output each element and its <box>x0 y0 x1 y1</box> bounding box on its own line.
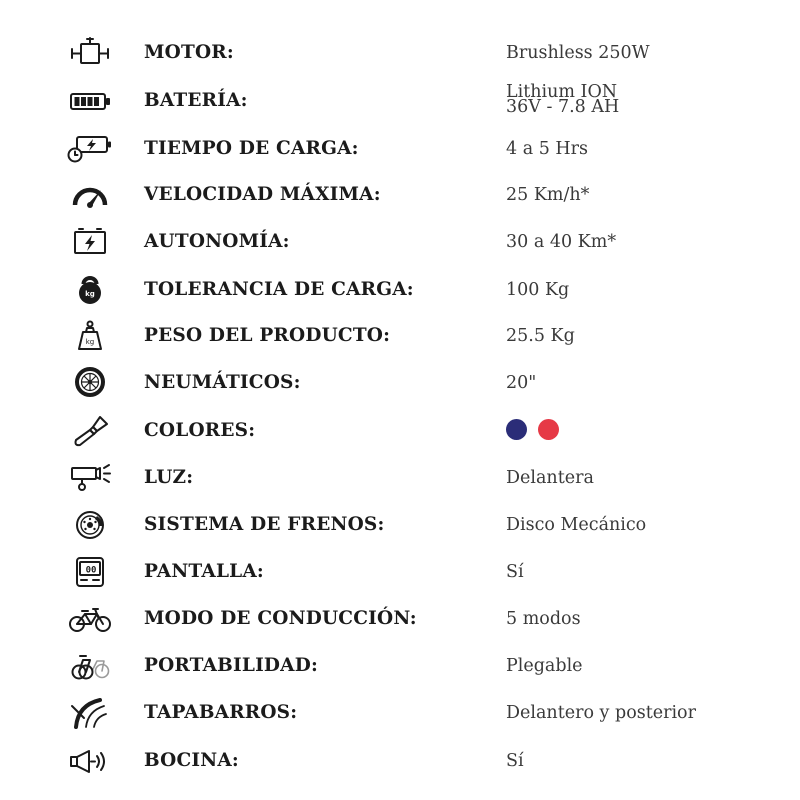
spec-value: Brushless 250W <box>506 43 650 63</box>
spec-value: 25.5 Kg <box>506 326 575 346</box>
spec-row-product-weight <box>0 316 800 356</box>
spec-row-light <box>0 458 800 498</box>
spec-row-horn <box>0 741 800 781</box>
spec-value: 30 a 40 Km* <box>506 232 617 252</box>
spec-label: AUTONOMÍA: <box>144 231 290 252</box>
spec-value <box>506 81 619 121</box>
spec-value: Delantero y posterior <box>506 703 696 723</box>
spec-value: Delantera <box>506 468 594 488</box>
spec-row-motor <box>0 33 800 73</box>
spec-row-max-speed <box>0 175 800 215</box>
spec-value: 100 Kg <box>506 280 570 300</box>
spec-value: 4 a 5 Hrs <box>506 139 588 159</box>
headlight-icon <box>66 462 114 494</box>
spec-value: 20" <box>506 373 537 393</box>
spec-label: PANTALLA: <box>144 561 264 582</box>
svg-text:kg: kg <box>85 338 95 346</box>
spec-label: TIEMPO DE CARGA: <box>144 138 359 159</box>
spec-label: VELOCIDAD MÁXIMA: <box>144 184 381 205</box>
display-icon <box>66 556 114 588</box>
spec-row-autonomy <box>0 222 800 262</box>
spec-label: PESO DEL PRODUCTO: <box>144 325 391 346</box>
charging-time-icon <box>66 133 114 165</box>
autonomy-battery-icon <box>66 226 114 258</box>
bicycle-icon <box>66 603 114 635</box>
spec-label: BATERÍA: <box>144 90 248 111</box>
spec-label: PORTABILIDAD: <box>144 655 319 676</box>
spec-row-charging-time <box>0 129 800 169</box>
spec-row-load-capacity <box>0 270 800 310</box>
spec-row-display <box>0 552 800 592</box>
paintbrush-icon <box>66 415 114 447</box>
spec-label: TAPABARROS: <box>144 702 298 723</box>
color-swatches <box>506 411 570 451</box>
disc-brake-icon <box>66 509 114 541</box>
speedometer-icon <box>66 179 114 211</box>
tire-icon <box>66 367 114 399</box>
horn-icon <box>66 745 114 777</box>
fender-icon <box>66 697 114 729</box>
spec-label: COLORES: <box>144 420 256 441</box>
spec-value: 5 modos <box>506 609 581 629</box>
spec-row-portability <box>0 646 800 686</box>
kettlebell-icon <box>66 274 114 306</box>
svg-text:kg: kg <box>85 290 95 298</box>
color-swatch-red <box>538 419 559 440</box>
spec-row-tires <box>0 363 800 403</box>
spec-value-line: Lithium ION <box>506 82 618 102</box>
spec-value: 25 Km/h* <box>506 185 590 205</box>
spec-row-colors <box>0 411 800 451</box>
spec-value: Disco Mecánico <box>506 515 647 535</box>
weight-icon <box>66 320 114 352</box>
spec-label: TOLERANCIA DE CARGA: <box>144 279 414 300</box>
spec-label: MOTOR: <box>144 42 234 63</box>
spec-row-brakes <box>0 505 800 545</box>
spec-label: SISTEMA DE FRENOS: <box>144 514 385 535</box>
folding-bike-icon <box>66 650 114 682</box>
color-swatch-blue <box>506 419 527 440</box>
battery-icon <box>66 85 114 117</box>
spec-value-line: 36V - 7.8 AH <box>506 97 620 117</box>
spec-label: NEUMÁTICOS: <box>144 372 301 393</box>
spec-label: MODO DE CONDUCCIÓN: <box>144 608 417 629</box>
spec-row-battery <box>0 81 800 121</box>
spec-row-riding-mode <box>0 599 800 639</box>
motor-icon <box>66 37 114 69</box>
spec-value: Plegable <box>506 656 583 676</box>
spec-value: Sí <box>506 562 524 582</box>
spec-row-fenders <box>0 693 800 733</box>
spec-label: LUZ: <box>144 467 194 488</box>
display-digits: 00 <box>85 565 97 576</box>
spec-label: BOCINA: <box>144 750 239 771</box>
spec-value: Sí <box>506 751 524 771</box>
